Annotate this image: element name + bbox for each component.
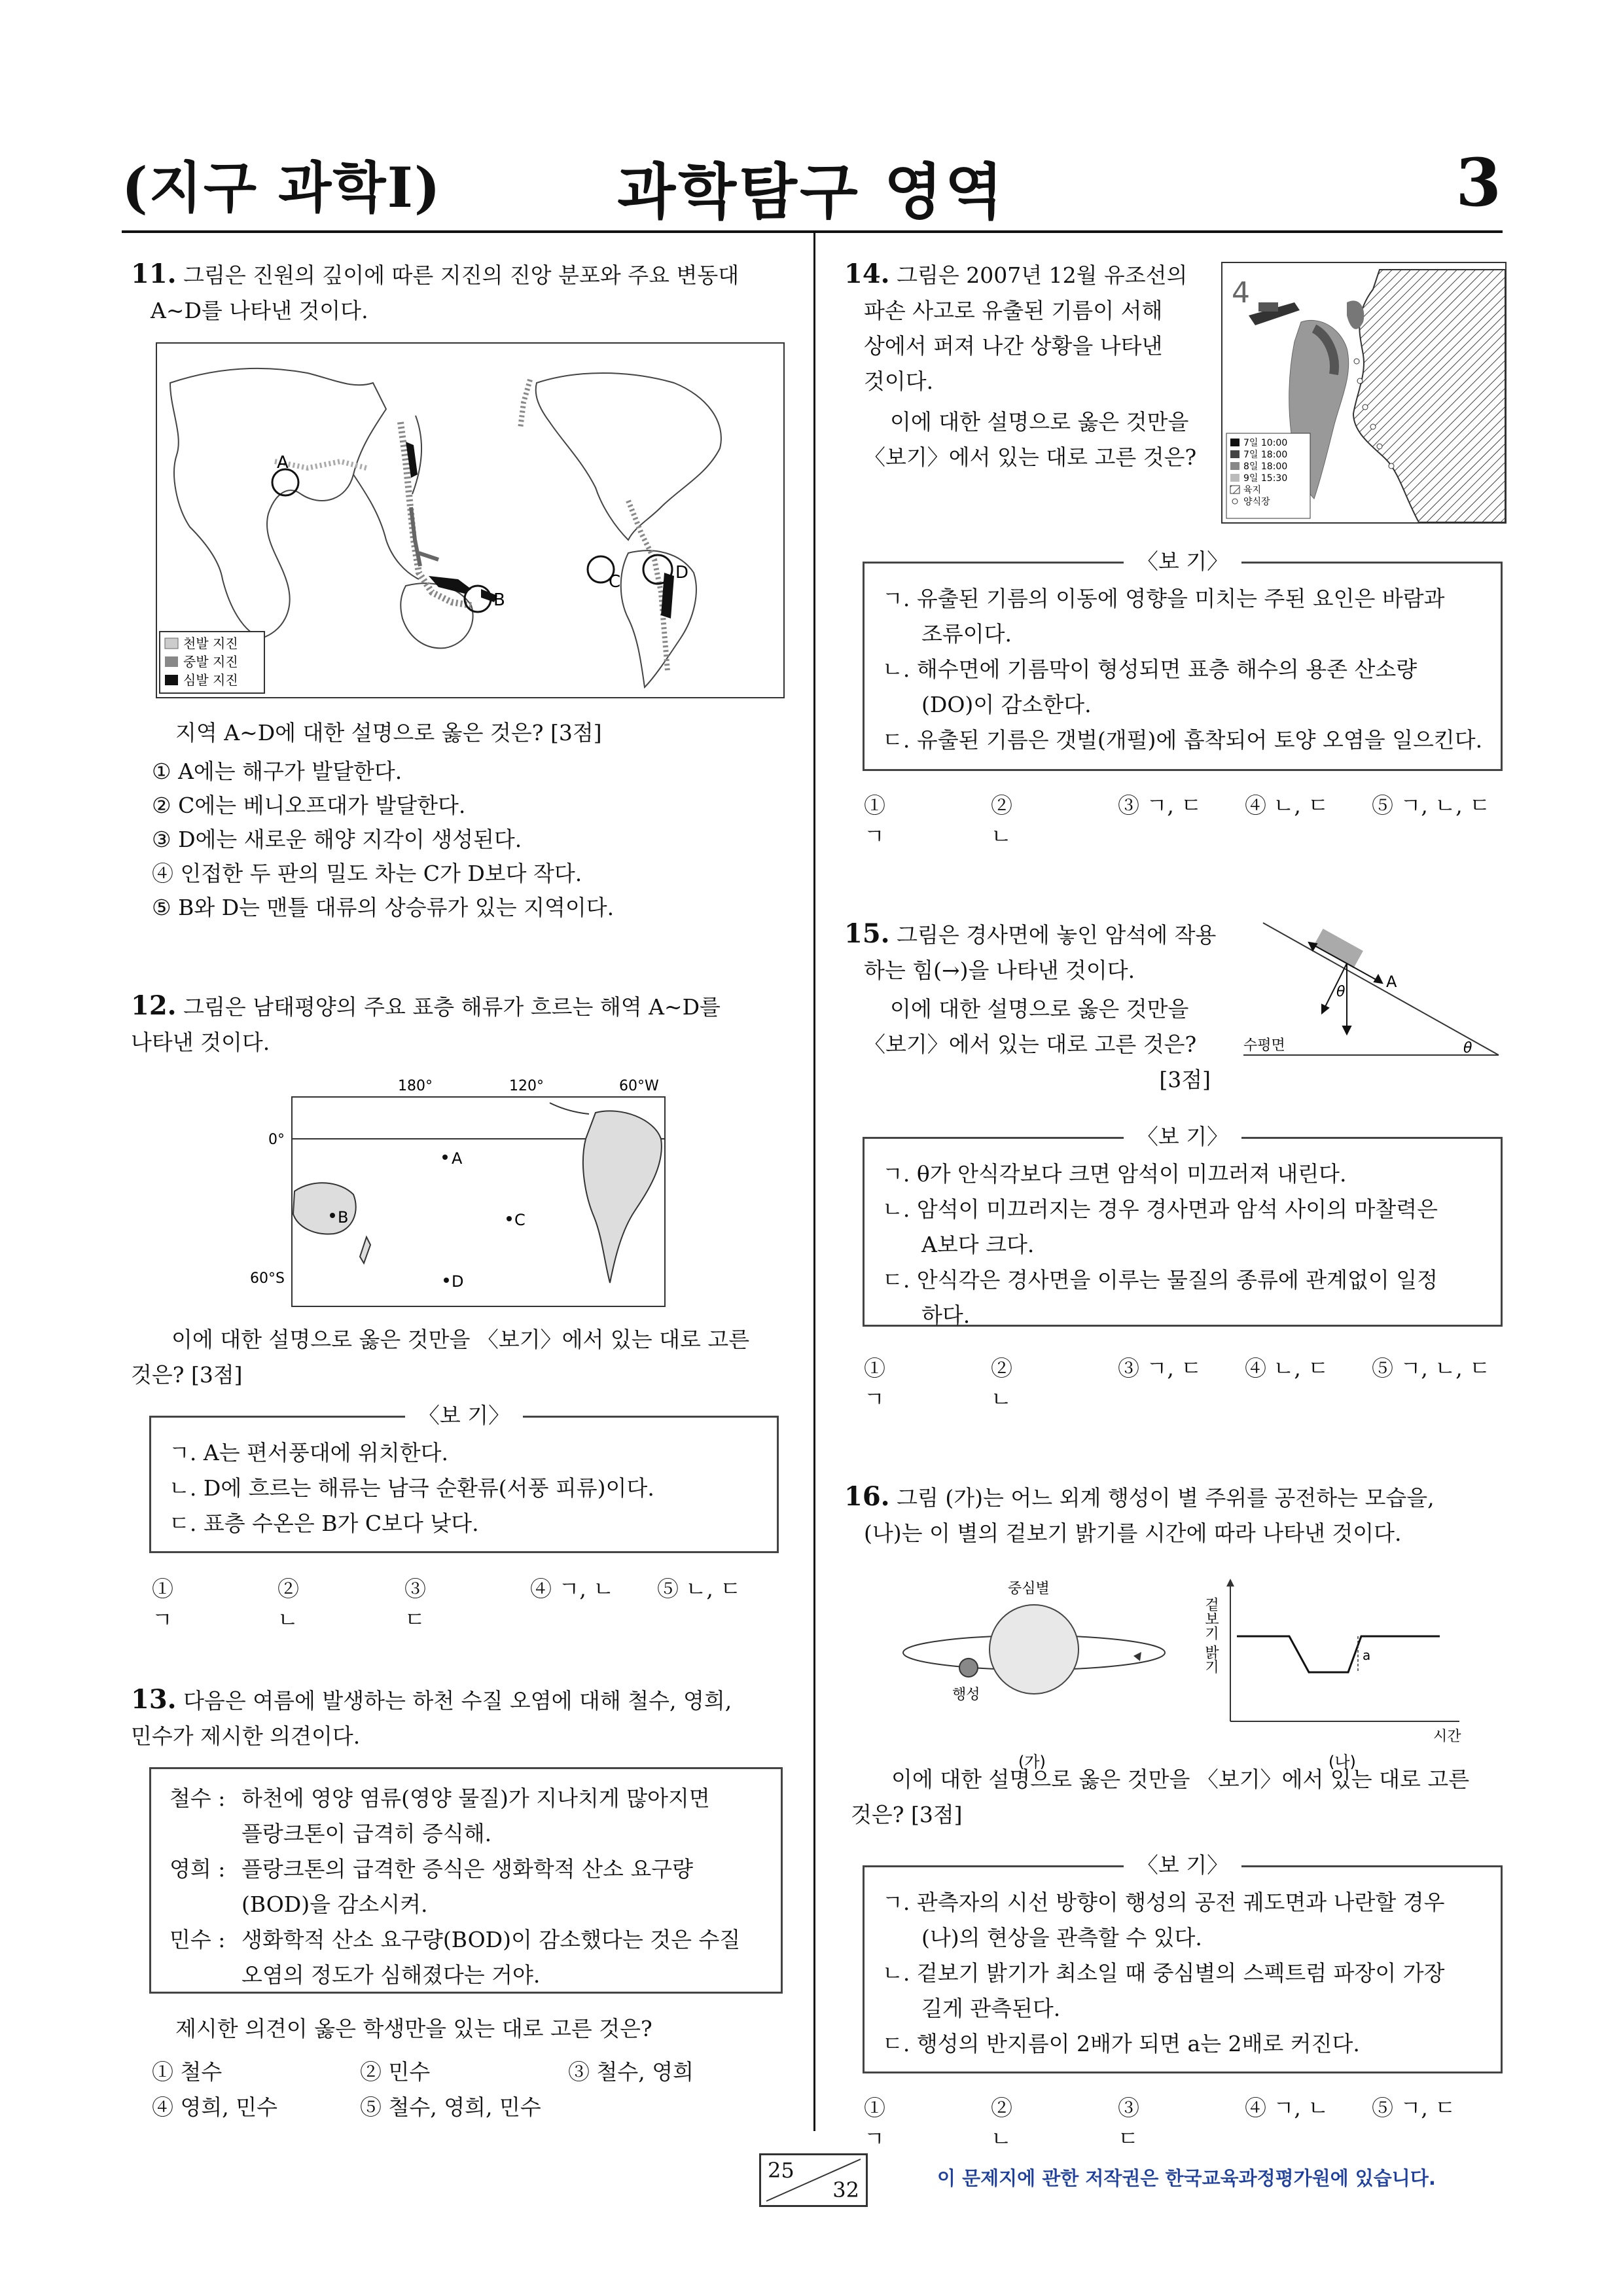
q14-legend-2: 7일 18:00	[1243, 450, 1288, 460]
q11-option-2[interactable]: ② C에는 베니오프대가 발달한다.	[152, 793, 466, 818]
q16-question-line1: 이에 대한 설명으로 옳은 것만을 〈보기〉에서 있는 대로 고른	[891, 1767, 1470, 1792]
page-number-box	[759, 2153, 868, 2207]
q12-number: 12.	[131, 990, 177, 1021]
q15-answer-4[interactable]: ④ ㄴ, ㄷ	[1245, 1355, 1329, 1381]
q12-stem-line2: 나타낸 것이다.	[131, 1030, 270, 1055]
q15-slope-figure	[1230, 916, 1505, 1073]
q11-stem-line1: 그림은 진원의 깊이에 따른 지진의 진앙 분포와 주요 변동대	[183, 262, 740, 288]
section-title: 과학탐구 영역	[617, 156, 1006, 227]
q14-legend-swatch-6	[1232, 499, 1238, 504]
q15-answer-1[interactable]: ① ㄱ	[864, 1355, 885, 1412]
q14-question-line2: 〈보기〉에서 있는 대로 고른 것은?	[864, 444, 1197, 470]
q16-light-curve	[1237, 1636, 1440, 1672]
q11-legend-mid: 중발 지진	[183, 654, 238, 670]
q12-item-3: ㄷ. 표층 수온은 B가 C보다 낮다.	[169, 1511, 479, 1536]
q11-legend-mid-swatch	[165, 656, 178, 667]
q12-answer-4[interactable]: ④ ㄱ, ㄴ	[530, 1576, 615, 1602]
q13-cheolsu-line2: 플랑크톤이 급격히 증식해.	[241, 1821, 492, 1846]
q14-answer-4[interactable]: ④ ㄴ, ㄷ	[1245, 793, 1329, 818]
q14-item-1b: 조류이다.	[921, 621, 1012, 647]
q13-minsu-line2: 오염의 정도가 심해졌다는 거야.	[241, 1962, 541, 1988]
q16-item-1: ㄱ. 관측자의 시선 방향이 행성의 공전 궤도면과 나란할 경우	[882, 1890, 1445, 1915]
q11-stem	[131, 257, 785, 329]
q16-number: 16.	[844, 1481, 890, 1512]
q12-lat-60s: 60°S	[250, 1270, 285, 1287]
q13-opinion-younghee	[169, 1852, 772, 1922]
q16-star-label: 중심별	[1008, 1581, 1050, 1597]
q12-question-line2: 것은? [3점]	[131, 1362, 243, 1388]
q16-answer-4[interactable]: ④ ㄱ, ㄴ	[1245, 2095, 1329, 2121]
q13-stem-line1: 다음은 여름에 발생하는 하천 수질 오염에 대해 철수, 영희,	[183, 1688, 732, 1713]
q13-name-minsu: 민수 :	[169, 1927, 226, 1952]
q11-label-c: C	[609, 572, 621, 592]
subject-title: (지구 과학Ⅰ)	[122, 155, 442, 220]
column-divider	[813, 233, 815, 2131]
q14-legend-swatch-1	[1230, 439, 1240, 446]
q11-label-d: D	[675, 563, 689, 583]
q14-legend-5: 육지	[1243, 485, 1262, 495]
q13-answer-1[interactable]: ① 철수	[152, 2059, 223, 2085]
q12-ocean-map	[249, 1073, 681, 1309]
q11-options	[152, 755, 780, 925]
q11-question: 지역 A~D에 대한 설명으로 옳은 것은? [3점]	[175, 720, 602, 745]
q12-answer-5[interactable]: ⑤ ㄴ, ㄷ	[657, 1576, 741, 1602]
q15-theta-top: θ	[1336, 984, 1346, 1000]
q11-legend-shallow-swatch	[165, 638, 178, 649]
q11-legend-deep: 심발 지진	[183, 672, 238, 688]
q15-question-line2: 〈보기〉에서 있는 대로 고른 것은?	[864, 1031, 1197, 1057]
q14-answer-2[interactable]: ② ㄴ	[991, 793, 1012, 849]
q14-stem-line1: 그림은 2007년 12월 유조선의	[897, 262, 1188, 288]
q12-label-d: D	[452, 1272, 464, 1291]
q15-question	[864, 992, 1217, 1098]
q15-item-1: ㄱ. θ가 안식각보다 크면 암석이 미끄러져 내린다.	[882, 1161, 1347, 1187]
q16-item-3: ㄷ. 행성의 반지름이 2배가 되면 a는 2배로 커진다.	[882, 2031, 1360, 2056]
q14-oil-spill-map	[1221, 262, 1507, 524]
q16-bogi-box	[863, 1852, 1503, 2073]
q13-opinion-cheolsu	[169, 1781, 772, 1852]
q14-stem-line3: 상에서 퍼져 나간 상황을 나타낸	[864, 333, 1163, 359]
q12-stem	[131, 988, 785, 1060]
q14-question	[864, 404, 1217, 475]
q14-item-3: ㄷ. 유출된 기름은 갯벌(개펄)에 흡착되어 토양 오염을 일으킨다.	[882, 727, 1483, 753]
q14-legend-swatch-2	[1230, 450, 1240, 458]
q16-xaxis-label: 시간	[1433, 1729, 1461, 1745]
q14-legend-swatch-4	[1230, 474, 1240, 482]
q15-stem-line2: 하는 힘(→)을 나타낸 것이다.	[864, 958, 1135, 983]
q15-answer-2[interactable]: ② ㄴ	[991, 1355, 1012, 1412]
q16-star	[990, 1605, 1079, 1694]
q12-question	[131, 1322, 785, 1393]
q15-stem-line1: 그림은 경사면에 놓인 암석에 작용	[897, 922, 1217, 948]
q14-question-line1: 이에 대한 설명으로 옳은 것만을	[890, 409, 1189, 435]
q12-answer-2[interactable]: ② ㄴ	[277, 1576, 299, 1632]
q13-answer-5[interactable]: ⑤ 철수, 영희, 민수	[360, 2094, 541, 2120]
page-total: 32	[832, 2178, 859, 2202]
q16-stem-line1: 그림 (가)는 어느 외계 행성이 별 주위를 공전하는 모습을,	[897, 1485, 1435, 1511]
q16-planet-label: 행성	[952, 1687, 980, 1703]
q11-option-4[interactable]: ④ 인접한 두 판의 밀도 차는 C가 D보다 작다.	[152, 861, 582, 886]
q14-item-1: ㄱ. 유출된 기름의 이동에 영향을 미치는 주된 요인은 바람과	[882, 586, 1445, 611]
q13-name-younghee: 영희 :	[169, 1856, 226, 1882]
q11-option-3[interactable]: ③ D에는 새로운 해양 지각이 생성된다.	[152, 827, 522, 852]
q11-label-a: A	[277, 453, 289, 473]
q16-stem	[844, 1479, 1505, 1551]
q14-legend-1: 7일 10:00	[1243, 438, 1288, 448]
q14-stem-line4: 것이다.	[864, 368, 934, 394]
q14-legend-4: 9일 15:30	[1243, 473, 1288, 484]
q11-legend-shallow: 천발 지진	[183, 636, 238, 651]
q12-item-2: ㄴ. D에 흐르는 해류는 남극 순환류(서풍 피류)이다.	[169, 1475, 654, 1501]
q16-answer-2[interactable]: ② ㄴ	[991, 2095, 1012, 2151]
q16-figure	[897, 1571, 1486, 1787]
q11-legend-deep-swatch	[165, 675, 178, 685]
q15-theta-base: θ	[1463, 1040, 1472, 1056]
q16-label-a: a	[1363, 1647, 1371, 1663]
q15-number: 15.	[844, 918, 890, 949]
q13-name-cheolsu: 철수 :	[169, 1785, 226, 1811]
q13-younghee-line2: (BOD)을 감소시켜.	[241, 1892, 428, 1917]
q12-item-1: ㄱ. A는 편서풍대에 위치한다.	[169, 1440, 448, 1465]
q13-cheolsu-line1: 하천에 영양 염류(영양 물질)가 지나치게 많아지면	[241, 1785, 710, 1811]
q12-label-c: C	[514, 1211, 526, 1229]
q15-horizontal-label: 수평면	[1243, 1037, 1285, 1054]
q13-number: 13.	[131, 1684, 177, 1715]
q12-lon-60w: 60°W	[619, 1078, 659, 1094]
q14-number: 14.	[844, 259, 890, 289]
q13-answer-2[interactable]: ② 민수	[360, 2059, 431, 2085]
q12-answer-1[interactable]: ① ㄱ	[152, 1576, 173, 1632]
q16-item-2b: 길게 관측된다.	[921, 1996, 1061, 2021]
q12-label-b: B	[338, 1208, 349, 1227]
q11-earthquake-map	[156, 342, 785, 698]
q13-answer-3[interactable]: ③ 철수, 영희	[568, 2059, 694, 2085]
q14-map-number: 4	[1232, 276, 1250, 310]
q14-answer-1[interactable]: ① ㄱ	[864, 793, 885, 849]
q14-legend-swatch-5	[1230, 486, 1240, 493]
q13-stem-line2: 민수가 제시한 의견이다.	[131, 1723, 361, 1749]
q11-option-5[interactable]: ⑤ B와 D는 맨틀 대류의 상승류가 있는 지역이다.	[152, 895, 615, 920]
q16-answer-5[interactable]: ⑤ ㄱ, ㄷ	[1372, 2095, 1456, 2121]
q11-label-b: B	[493, 590, 505, 610]
q13-question: 제시한 의견이 옳은 학생만을 있는 대로 고른 것은?	[175, 2016, 652, 2041]
q15-item-2: ㄴ. 암석이 미끄러지는 경우 경사면과 암석 사이의 마찰력은	[882, 1196, 1438, 1222]
q14-answer-5[interactable]: ⑤ ㄱ, ㄴ, ㄷ	[1372, 793, 1491, 818]
q15-item-3: ㄷ. 안식각은 경사면을 이루는 물질의 종류에 관계없이 일정	[882, 1267, 1438, 1293]
q16-item-1b: (나)의 현상을 관측할 수 있다.	[921, 1925, 1202, 1950]
q14-stem-line2: 파손 사고로 유출된 기름이 서해	[864, 298, 1163, 323]
q16-answer-3[interactable]: ③ ㄷ	[1118, 2095, 1139, 2151]
q13-minsu-line1: 생화학적 산소 요구량(BOD)이 감소했다는 것은 수질	[241, 1927, 741, 1952]
q14-answer-3[interactable]: ③ ㄱ, ㄷ	[1118, 793, 1202, 818]
q13-stem	[131, 1682, 785, 1754]
q14-bogi-title: 〈보 기〉	[1124, 548, 1241, 574]
q14-legend-6: 양식장	[1243, 497, 1270, 507]
q14-legend-3: 8일 18:00	[1243, 461, 1288, 472]
q14-bogi-box	[863, 548, 1503, 771]
page-marker: 3	[1455, 144, 1501, 221]
page-number: 25	[768, 2158, 794, 2183]
q16-yaxis-label: 겉보기 밝기	[1202, 1597, 1219, 1674]
q13-opinion-box	[149, 1767, 783, 1994]
q12-lon-180: 180°	[398, 1078, 433, 1094]
q15-item-3b: 하다.	[921, 1302, 971, 1328]
q16-label-na: (나)	[1329, 1753, 1356, 1771]
q12-bogi-box	[149, 1403, 779, 1553]
q15-bogi-box	[863, 1124, 1503, 1328]
q15-question-line3: [3점]	[1159, 1067, 1211, 1092]
q14-item-2b: (DO)이 감소한다.	[921, 692, 1092, 717]
q16-label-ga: (가)	[1018, 1753, 1046, 1771]
q11-number: 11.	[131, 259, 177, 289]
q15-question-line1: 이에 대한 설명으로 옳은 것만을	[890, 996, 1189, 1022]
q14-legend-swatch-3	[1230, 462, 1240, 470]
q12-bogi-title: 〈보 기〉	[405, 1403, 523, 1428]
copyright-notice: 이 문제지에 관한 저작권은 한국교육과정평가원에 있습니다.	[937, 2167, 1436, 2189]
q16-bogi-title: 〈보 기〉	[1124, 1852, 1241, 1878]
q15-item-2b: A보다 크다.	[921, 1232, 1035, 1257]
q16-item-2: ㄴ. 겉보기 밝기가 최소일 때 중심별의 스펙트럼 파장이 가장	[882, 1960, 1445, 1986]
q12-lon-120: 120°	[509, 1078, 544, 1094]
q15-bogi-title: 〈보 기〉	[1124, 1124, 1241, 1149]
q13-answer-4[interactable]: ④ 영희, 민수	[152, 2094, 277, 2120]
q16-stem-line2: (나)는 이 별의 겉보기 밝기를 시간에 따라 나타낸 것이다.	[864, 1520, 1402, 1546]
q12-lat-0: 0°	[268, 1132, 285, 1148]
q12-stem-line1: 그림은 남태평양의 주요 표층 해류가 흐르는 해역 A~D를	[183, 994, 721, 1020]
q13-answers	[152, 2055, 780, 2127]
q12-question-line1: 이에 대한 설명으로 옳은 것만을 〈보기〉에서 있는 대로 고른	[171, 1327, 750, 1352]
q11-stem-line2: A~D를 나타낸 것이다.	[151, 298, 368, 323]
q15-label-a: A	[1386, 973, 1397, 991]
q15-answer-5[interactable]: ⑤ ㄱ, ㄴ, ㄷ	[1372, 1355, 1491, 1381]
q12-answer-3[interactable]: ③ ㄷ	[404, 1576, 426, 1632]
q12-label-a: A	[452, 1149, 463, 1168]
q13-younghee-line1: 플랑크톤의 급격한 증식은 생화학적 산소 요구량	[241, 1856, 694, 1882]
q15-stem	[844, 916, 1224, 988]
q14-item-2: ㄴ. 해수면에 기름막이 형성되면 표층 해수의 용존 산소량	[882, 656, 1418, 682]
q14-stem	[844, 257, 1211, 399]
q16-question	[851, 1762, 1505, 1833]
q16-answer-1[interactable]: ① ㄱ	[864, 2095, 885, 2151]
q13-opinion-minsu	[169, 1922, 772, 1993]
q11-option-1[interactable]: ① A에는 해구가 발달한다.	[152, 759, 402, 784]
q16-question-line2: 것은? [3점]	[851, 1802, 963, 1827]
q16-planet	[959, 1659, 978, 1677]
q15-answer-3[interactable]: ③ ㄱ, ㄷ	[1118, 1355, 1202, 1381]
header-rule	[122, 230, 1503, 233]
